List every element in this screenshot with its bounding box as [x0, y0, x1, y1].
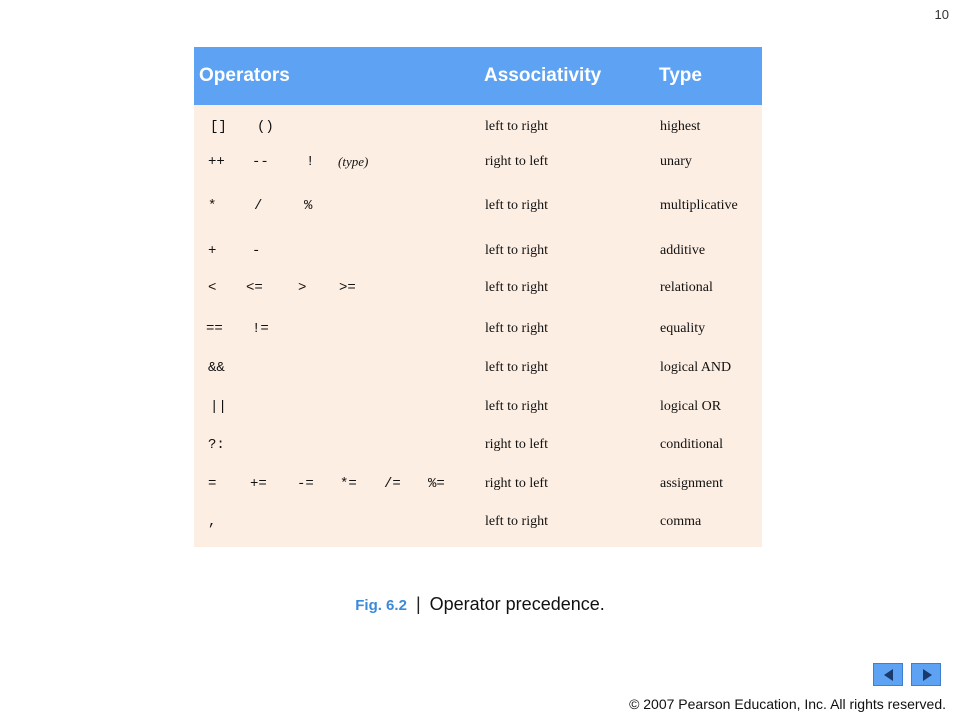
operator: / [254, 198, 263, 214]
operator: () [257, 119, 274, 135]
header-operators: Operators [199, 65, 290, 86]
type-cell: equality [660, 321, 706, 336]
previous-slide-button[interactable] [873, 663, 903, 686]
operator: *= [340, 476, 357, 492]
operator: * [208, 198, 217, 214]
table-row [194, 393, 762, 423]
table-row [194, 315, 762, 345]
operator-precedence-table [194, 47, 762, 547]
operator: + [208, 243, 217, 259]
associativity-cell: left to right [485, 360, 548, 375]
operator: <= [246, 280, 263, 296]
associativity-cell: left to right [485, 280, 548, 295]
type-cell: comma [660, 514, 702, 529]
type-cell: unary [660, 154, 692, 169]
associativity-cell: right to left [485, 437, 548, 452]
table-row [194, 431, 762, 461]
table-row [194, 237, 762, 267]
operator: % [304, 198, 313, 214]
operator: != [252, 321, 269, 337]
type-cell: logical OR [660, 399, 722, 414]
operator: = [208, 476, 217, 492]
operator: ++ [208, 154, 225, 170]
operator: > [298, 280, 307, 296]
next-slide-button[interactable] [911, 663, 941, 686]
associativity-cell: left to right [485, 399, 548, 414]
type-cell: logical AND [660, 360, 732, 375]
operator: >= [339, 280, 356, 296]
associativity-cell: left to right [485, 119, 548, 134]
table-row [194, 354, 762, 384]
operator: ! [306, 154, 315, 170]
caption-text: Operator precedence. [429, 594, 605, 614]
operator: %= [428, 476, 445, 492]
type-cell: assignment [660, 476, 723, 491]
header-associativity: Associativity [484, 65, 602, 86]
operator: -- [252, 154, 269, 170]
associativity-cell: left to right [485, 243, 548, 258]
operator: || [210, 399, 227, 415]
operator: -= [297, 476, 314, 492]
operator: == [206, 321, 223, 337]
operator: , [208, 514, 217, 530]
table-row [194, 508, 762, 538]
table-row [194, 113, 762, 143]
operator: [] [210, 119, 227, 135]
copyright-notice: © 2007 Pearson Education, Inc. All rights reserved. [629, 696, 946, 712]
type-cell: multiplicative [660, 198, 738, 213]
figure-label: Fig. 6.2 [355, 597, 407, 614]
operator: && [208, 360, 225, 376]
header-type: Type [659, 65, 702, 86]
table-row [194, 148, 762, 178]
operator: ?: [208, 437, 225, 453]
associativity-cell: right to left [485, 154, 548, 169]
associativity-cell: left to right [485, 321, 548, 336]
right-triangle-icon [912, 664, 942, 687]
operator: += [250, 476, 267, 492]
type-cell: highest [660, 119, 701, 134]
associativity-cell: left to right [485, 514, 548, 529]
table-row [194, 470, 762, 500]
table-row [194, 274, 762, 304]
slide-number: 10 [934, 7, 949, 22]
figure-caption [0, 594, 960, 615]
associativity-cell: left to right [485, 198, 548, 213]
table-header [194, 47, 762, 105]
operator: < [208, 280, 217, 296]
operator: - [252, 243, 261, 259]
type-cell: relational [660, 280, 713, 295]
caption-separator: | [415, 594, 421, 614]
type-cell: conditional [660, 437, 723, 452]
operator: /= [384, 476, 401, 492]
type-cell: additive [660, 243, 706, 258]
operator: (type) [338, 154, 369, 169]
associativity-cell: right to left [485, 476, 548, 491]
left-triangle-icon [874, 664, 904, 687]
table-row [194, 192, 762, 222]
